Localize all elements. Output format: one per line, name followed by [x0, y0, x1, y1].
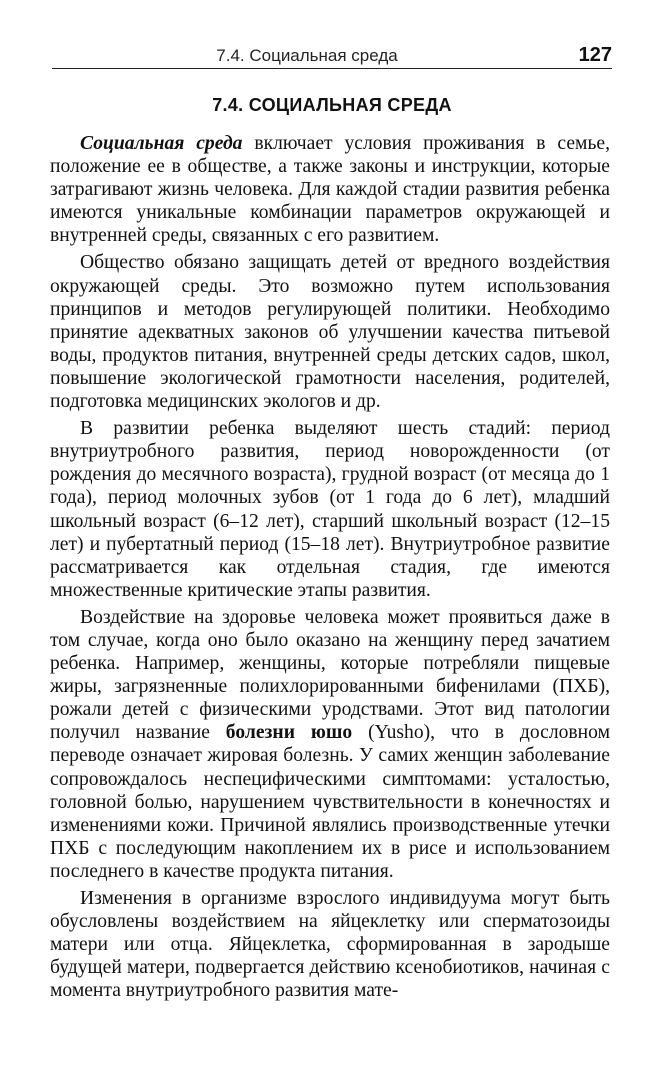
paragraph-1-text: включает условия проживания в семье, положение ее в обществе, а также законы и инструкции, которые затрагивают жизнь человека. Для каждой стадии развития ребенка имеются уникальные комбинации параметров окружающей и внутренней среды, связанных с его развитием.	[50, 133, 610, 247]
paragraph-3: В развитии ребенка выделяют шесть стадий: период внутриутробного развития, период новорожденности (от рождения до месячного возраста), грудной возраст (от месяца до 1 года), период молочных зубов (от 1 года до 6 лет), младший школьный возраст (6–12 лет), старший школьный возраст (12–15 лет) и пубертатный период (15–18 лет). Внутриутробное развитие рассматривается как отдельная стадия, где имеются множественные критические этапы развития.	[50, 418, 610, 601]
running-title: 7.4. Социальная среда	[216, 46, 398, 65]
paragraph-1	[50, 132, 610, 247]
running-header	[52, 44, 612, 69]
paragraph-5: Изменения в организме взрослого индивидуума могут быть обусловлены воздействием на яйцеклетку или сперматозоиды матери или отца. Яйцеклетка, сформированная в зародыше будущей матери, подвергается действию ксенобиотиков, начиная с момента внутриутробного развития мате-	[50, 888, 610, 1002]
paragraph-4-text-after: (Yusho), что в дословном переводе означает жировая болезнь. У самих женщин заболевание сопровождалось неспецифическими симптомами: усталостью, головной болью, нарушением чувствительности в конечностях и изменениями кожи. Причиной являлись производственные утечки ПХБ с последующим накоплением их в рисе и использованием последнего в качестве продукта питания.	[50, 722, 610, 882]
page-number: 127	[578, 44, 612, 66]
term-yusho-disease: болезни юшо	[225, 722, 353, 744]
paragraph-4-text-before: Воздействие на здоровье человека может проявиться даже в том случае, когда оно было оказано на женщину перед зачатием ребенка. Например, женщины, которые потребляли пищевые жиры, загрязненные полихлорированными бифенилами (ПХБ), рожали детей с физическими уродствами. Этот вид патологии получил название	[50, 606, 610, 744]
section-heading: 7.4. СОЦИАЛЬНАЯ СРЕДА	[212, 95, 452, 115]
term-social-environment: Социальная среда	[80, 133, 243, 154]
body-text	[50, 132, 610, 1006]
paragraph-2: Общество обязано защищать детей от вредного воздействия окружающей среды. Это возможно путем использования принципов и методов регулирующей политики. Необходимо принятие адекватных законов об улучшении качества питьевой воды, продуктов питания, внутренней среды детских садов, школ, повышение экологической грамотности населения, родителей, подготовка медицинских экологов и др.	[50, 252, 610, 413]
paragraph-4	[50, 606, 610, 883]
